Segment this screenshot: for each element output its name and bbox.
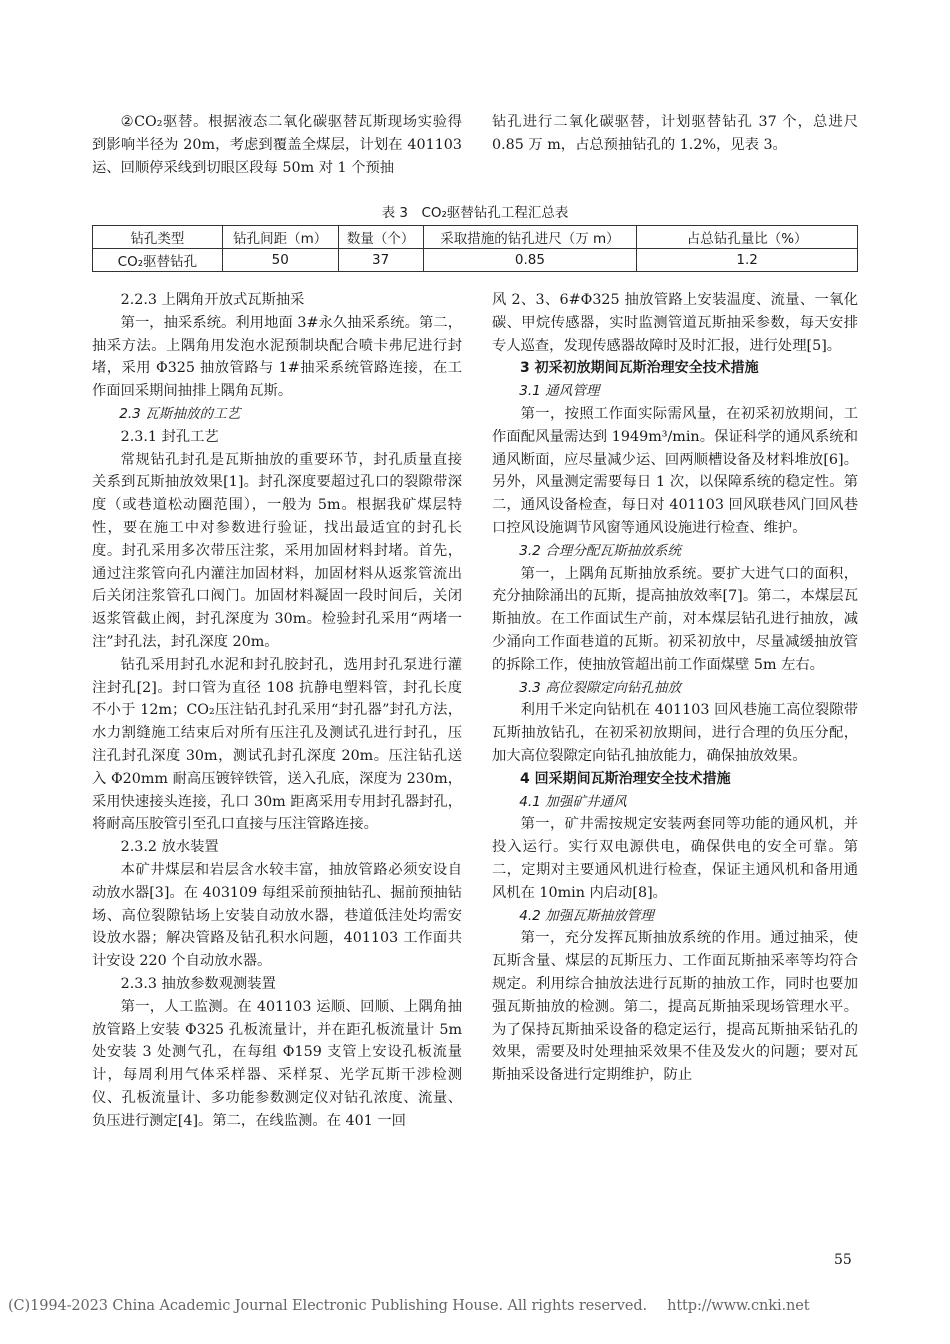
page-number: 55 xyxy=(834,1252,852,1268)
table-header: 钻孔间距（m） xyxy=(222,226,338,249)
section-heading: 3.3 高位裂隙定向钻孔抽放 xyxy=(519,679,682,696)
left-column xyxy=(92,289,462,1132)
table-cell: 1.2 xyxy=(637,249,858,272)
table-header: 钻孔类型 xyxy=(93,226,223,249)
paragraph: ②CO₂驱替。根据液态二氧化碳驱替瓦斯现场实验得到影响半径为 20m，考虑到覆盖全煤层，计划在 401103 运、回顺停采线到切眼区段每 50m 对 1 个预抽 xyxy=(92,114,462,176)
paragraph: 钻孔采用封孔水泥和封孔胶封孔，选用封孔泵进行灌注封孔[2]。封口管为直径 108 抗静电塑料管，封孔长度不小于 12m；CO₂压注钻孔封孔采用“封孔器”封孔方法，水力割缝施工结束后对所有压注孔及测试孔进行封孔，压注孔封孔深度 30m，测试孔封孔深度 20m。压注钻孔送入 Φ20mm 耐高压镀锌铁管，送入孔底，深度为 230m，采用快速接头连接，孔口 30m 距离采用专用封孔器封孔，将耐高压胶管引至孔口直接与压注管路连接。 xyxy=(92,656,462,833)
right-column xyxy=(492,289,858,1087)
table-caption: 表 3 CO₂驱替钻孔工程汇总表 xyxy=(381,205,569,221)
paragraph: 常规钻孔封孔是瓦斯抽放的重要环节，封孔质量直接关系到瓦斯抽放效果[1]。封孔深度要超过孔口的裂隙带深度（或巷道松动圈范围），一般为 5m。根据我矿煤层特性，要在施工中对参数进行验证，找出最适宜的封孔长度。封孔采用多次带压注浆，采用加固材料封堵。首先，通过注浆管向孔内灌注加固材料，加固材料从返浆管流出后关闭注浆管孔口阀门。加固材料凝固一段时间后，关闭返浆管截止阀，封孔深度为 30m。检验封孔采用“两堵一注”封孔法，封孔深度 20m。 xyxy=(92,451,462,650)
section-heading: 3.2 合理分配瓦斯抽放系统 xyxy=(519,542,682,559)
subsection-heading: 2.3.1 封孔工艺 xyxy=(120,428,219,445)
paragraph: 第一，充分发挥瓦斯抽放系统的作用。通过抽采，使瓦斯含量、煤层的瓦斯压力、工作面瓦斯抽采率等均符合规定。利用综合抽放法进行瓦斯的抽放工作，同时也要加强瓦斯抽放的检测。第二，提高瓦斯抽采现场管理水平。为了保持瓦斯抽采设备的稳定运行，提高瓦斯抽采钻孔的效果，需要及时处理抽采效果不佳及发火的问题；要对瓦斯抽采设备进行定期维护，防止 xyxy=(492,930,858,1084)
table-header: 占总钻孔量比（%） xyxy=(637,226,858,249)
paragraph: 第一，矿井需按规定安装两套同等功能的通风机，并投入运行。实行双电源供电，确保供电的安全可靠。第二，定期对主要通风机进行检查，保证主通风机和备用通风机在 10min 内启动[8]。 xyxy=(492,816,858,901)
paragraph: 钻孔进行二氧化碳驱替，计划驱替钻孔 37 个，总进尺 0.85 万 m，占总预抽钻孔的 1.2%，见表 3。 xyxy=(492,114,858,153)
paragraph: 风 2、3、6#Φ325 抽放管路上安装温度、流量、一氧化碳、甲烷传感器，实时监测管道瓦斯抽采参数，每天安排专人巡查，发现传感器故障时及时汇报，进行处理[5]。 xyxy=(492,292,858,354)
paragraph: 第一，按照工作面实际需风量，在初采初放期间，工作面配风量需达到 1949m³/min。保证科学的通风系统和通风断面，应尽量减少运、回两顺槽设备及材料堆放[6]。另外，风量测定需要每日 1 次，以保障系统的稳定性。第二，通风设备检查，每日对 401103 回风联巷风门回风巷口控风设施调节风窗等通风设施进行检查、维护。 xyxy=(492,405,858,536)
paragraph: 第一，抽采系统。利用地面 3#永久抽采系统。第二，抽采方法。上隅角用发泡水泥预制块配合喷卡弗尼进行封堵，采用 Φ325 抽放管路与 1#抽采系统管路连接，在工作面回采期间抽排上隅角瓦斯。 xyxy=(92,314,462,400)
section-heading: 4.2 加强瓦斯抽放管理 xyxy=(519,907,654,924)
table-cell: 50 xyxy=(222,249,338,272)
table-cell: 37 xyxy=(338,249,423,272)
table-row xyxy=(93,249,858,272)
subsection-heading: 2.3.2 放水装置 xyxy=(120,839,219,856)
paragraph: 第一，人工监测。在 401103 运顺、回顺、上隅角抽放管路上安装 Φ325 孔板流量计，并在距孔板流量计 5m 处安装 3 处测气孔，在每组 Φ159 支管上安设孔板流量计，每周利用气体采样器、采样泵、光学瓦斯干涉检测仪、孔板流量计、多功能参数测定仪对钻孔浓度、流量、负压进行测定[4]。第二，在线监测。在 401 一回 xyxy=(92,998,462,1129)
section-heading: 4.1 加强矿井通风 xyxy=(519,793,627,810)
table-cell: 0.85 xyxy=(423,249,637,272)
copyright-footer xyxy=(8,1298,948,1314)
section-heading: 2.3 瓦斯抽放的工艺 xyxy=(119,405,241,422)
table-cell: CO₂驱替钻孔 xyxy=(93,249,223,272)
chapter-heading: 3 初采初放期间瓦斯治理安全技术措施 xyxy=(520,360,759,377)
chapter-heading: 4 回采期间瓦斯治理安全技术措施 xyxy=(520,770,731,787)
copyright-text: (C)1994-2023 China Academic Journal Electronic Publishing House. All rights reserved. xyxy=(8,1298,648,1314)
subsection-heading: 2.2.3 上隅角开放式瓦斯抽采 xyxy=(120,292,305,308)
section-heading: 3.1 通风管理 xyxy=(519,383,600,400)
top-right-text xyxy=(492,111,858,157)
paragraph: 本矿井煤层和岩层含水较丰富，抽放管路必须安设自动放水器[3]。在 403109 每组采前预抽钻孔、掘前预抽钻场、高位裂隙钻场上安装自动放水器，巷道低洼处均需安设放水器；解决管路及钻孔积水问题，401103 工作面共计安设 220 个自动放水器。 xyxy=(92,861,462,970)
top-left-text xyxy=(92,111,462,179)
footer-url[interactable]: http://www.cnki.net xyxy=(667,1298,810,1314)
paragraph: 第一，上隅角瓦斯抽放系统。要扩大进气口的面积，充分抽除涌出的瓦斯，提高抽放效率[7]。第二，本煤层瓦斯抽放。在工作面试生产前，对本煤层钻孔进行抽放，减少涌向工作面巷道的瓦斯。初采初放中，尽量减缓抽放管的拆除工作，使抽放管超出前工作面煤壁 5m 左右。 xyxy=(492,565,858,673)
paragraph: 利用千米定向钻机在 401103 回风巷施工高位裂隙带瓦斯抽放钻孔，在初采初放期间，进行合理的负压分配，加大高位裂隙定向钻孔抽放能力，确保抽放效果。 xyxy=(492,702,858,764)
subsection-heading: 2.3.3 抽放参数观测装置 xyxy=(120,975,276,992)
table-header: 数量（个） xyxy=(338,226,423,249)
table-3 xyxy=(92,225,858,272)
table-header: 采取措施的钻孔进尺（万 m） xyxy=(423,226,637,249)
